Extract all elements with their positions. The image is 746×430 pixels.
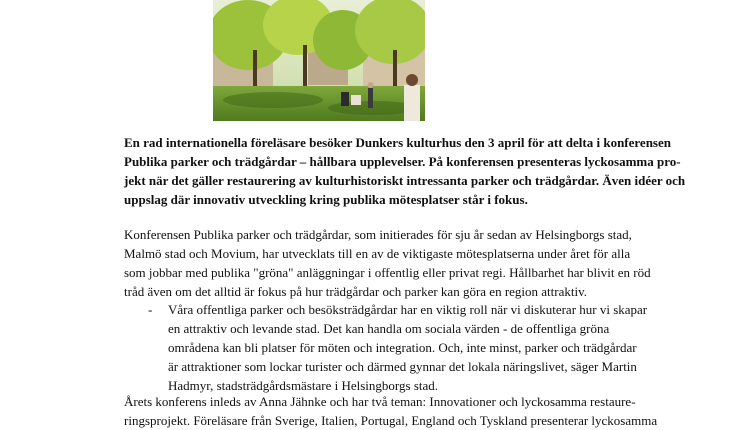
lead-line: jekt när det gäller restaurering av kulturhistoriskt intressanta parker och trädgårdar. Även idéer och xyxy=(124,173,686,188)
lead-line: En rad internationella föreläsare besöker Dunkers kulturhus den 3 april för att delta i konferensen xyxy=(124,135,671,150)
quote-bullet-marker: - xyxy=(148,302,153,317)
quote-paragraph xyxy=(168,300,648,395)
body-line: Konferensen Publika parker och trädgårdar, som initierades för sju år sedan av Helsingborgs stad, xyxy=(124,227,632,242)
park-photo xyxy=(213,0,425,121)
body-paragraph-1 xyxy=(124,225,651,301)
quote-line: områdena kan bli platser för möten och integration. Och, inte minst, parker och trädgårdar xyxy=(168,340,637,355)
body-line: ringsprojekt. Föreläsare från Sverige, Italien, Portugal, England och Tyskland presenterar lyckosamma xyxy=(124,413,658,428)
quote-line: Våra offentliga parker och besöksträdgårdar har en viktig roll när vi diskuterar hur vi skapar xyxy=(168,302,648,317)
body-line: tråd även om det alltid är fokus på hur trädgårdar och parker kan göra en region attraktiv. xyxy=(124,284,587,299)
lead-line: uppslag där innovativ utveckling kring publika mötesplatser står i fokus. xyxy=(124,192,528,207)
quote-line: en attraktiv och levande stad. Det kan handla om sociala värden - de offentliga gröna xyxy=(168,321,610,336)
body-line: Årets konferens inleds av Anna Jähnke och har två teman: Innovationer och lyckosamma restaure- xyxy=(124,394,636,409)
body-paragraph-2 xyxy=(124,392,658,430)
quote-line: är attraktioner som lockar turister och därmed gynnar det lokala näringslivet, säger Martin xyxy=(168,359,637,374)
body-line: som jobbar med publika "gröna" anläggningar i offentlig eller privat regi. Hållbarhet har blivit en röd xyxy=(124,265,651,280)
lead-line: Publika parker och trädgårdar – hållbara upplevelser. På konferensen presenteras lyckosamma pro- xyxy=(124,154,681,169)
lead-paragraph xyxy=(124,133,686,209)
quote-line: Hadmyr, stadsträdgårdsmästare i Helsingborgs stad. xyxy=(168,378,439,393)
body-line: Malmö stad och Movium, har utvecklats till en av de viktigaste mötesplatserna under året för alla xyxy=(124,246,631,261)
